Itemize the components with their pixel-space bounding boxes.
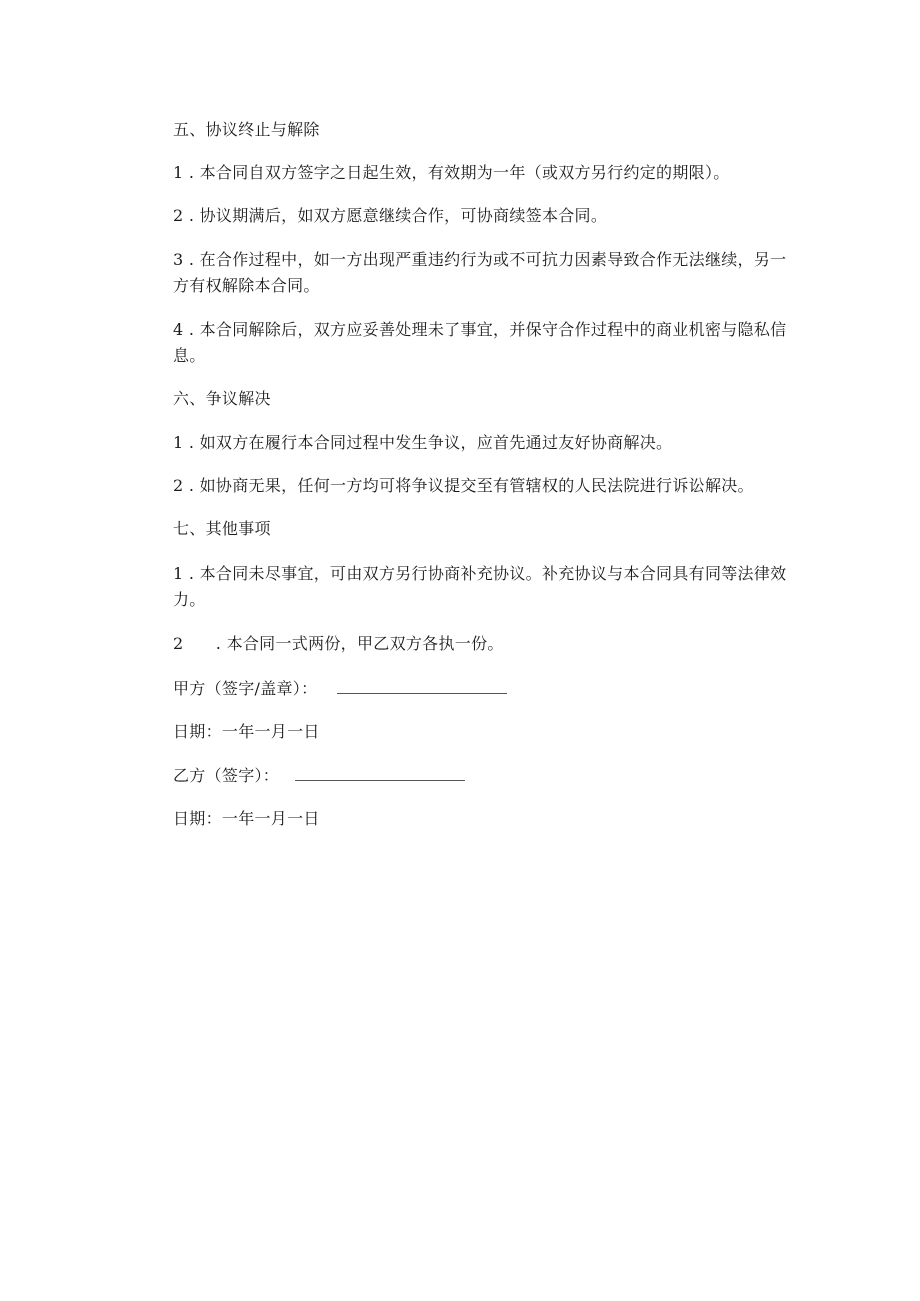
- clause-5-3-text: 3 . 在合作过程中，如一方出现严重违约行为或不可抗力因素导致合作无法继续，另一方有权解除本合同。: [173, 250, 787, 295]
- party-b-signature-line[interactable]: [295, 764, 465, 781]
- clause-6-1: 1 . 如双方在履行本合同过程中发生争议，应首先通过友好协商解决。: [173, 433, 673, 452]
- clause-7-1: [129, 561, 789, 613]
- clause-6-2: 2 . 如协商无果，任何一方均可将争议提交至有管辖权的人民法院进行诉讼解决。: [173, 476, 754, 495]
- party-b-signature-row: [173, 764, 465, 788]
- party-b-label: 乙方（签字）：: [173, 766, 280, 785]
- date-b: 日期：一年一月一日: [173, 809, 320, 828]
- section-heading-other: 七、其他事项: [173, 519, 271, 538]
- clause-7-1-text: 1 . 本合同未尽事宜，可由双方另行协商补充协议。补充协议与本合同具有同等法律效力。: [173, 564, 787, 609]
- clause-5-4: [129, 317, 789, 369]
- clause-5-4-text: 4 . 本合同解除后，双方应妥善处理未了事宜，并保守合作过程中的商业机密与隐私信息。: [173, 320, 787, 365]
- party-a-signature-row: [173, 677, 507, 701]
- date-a: 日期：一年一月一日: [173, 722, 320, 741]
- clause-5-3: [129, 247, 789, 299]
- clause-7-2: 2 . 本合同一式两份，甲乙双方各执一份。: [173, 634, 504, 653]
- section-heading-dispute: 六、争议解决: [173, 389, 271, 408]
- party-a-signature-line[interactable]: [337, 677, 507, 694]
- clause-5-2: 2 . 协议期满后，如双方愿意继续合作，可协商续签本合同。: [173, 206, 608, 225]
- section-heading-termination: 五、协议终止与解除: [173, 120, 320, 139]
- party-a-label: 甲方（签字/盖章）：: [173, 679, 318, 698]
- clause-5-1: 1 . 本合同自双方签字之日起生效，有效期为一年（或双方另行约定的期限）。: [173, 163, 730, 182]
